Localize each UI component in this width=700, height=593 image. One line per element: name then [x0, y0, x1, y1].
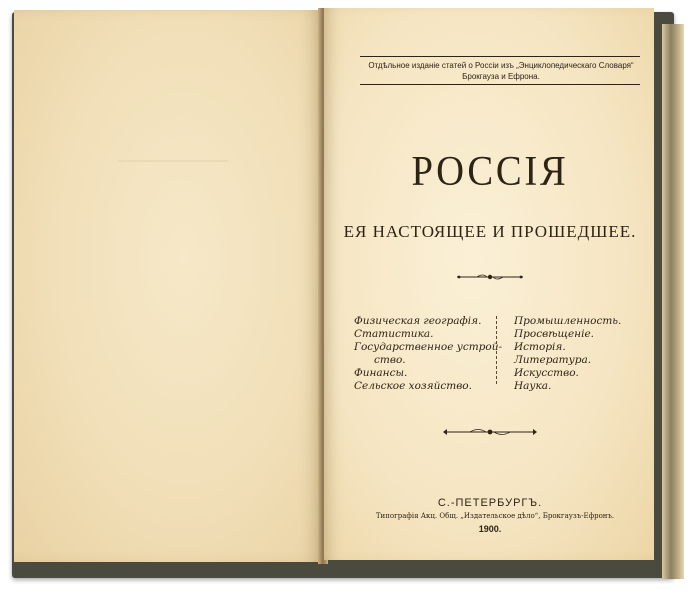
- page-edges: [662, 24, 684, 579]
- imprint-year: 1900.: [478, 524, 502, 534]
- contents-item: Литература.: [514, 354, 592, 366]
- edition-note-line-1: Отдѣльное изданіе статей о Россіи изъ „Энциклопедическаго Словаря“: [368, 61, 634, 70]
- contents-item: ство.: [374, 354, 406, 366]
- contents-column-divider: [496, 316, 497, 384]
- ornament-divider-bottom: [440, 426, 540, 438]
- imprint-city: С.-ПЕТЕРБУРГЪ.: [437, 497, 543, 509]
- contents-item: Просвѣщеніе.: [514, 328, 595, 340]
- header-rule-top: [360, 56, 640, 57]
- imprint-printer: Типографія Акц. Общ. „Издательское дѣло“, Брокгаузъ-Ефронъ.: [375, 512, 615, 520]
- bleed-through-mark: [118, 160, 228, 202]
- title-page: [324, 8, 654, 560]
- contents-left-column: [354, 315, 503, 393]
- contents-item: Государственное устрой-: [354, 341, 503, 353]
- contents-item: Исторія.: [514, 341, 566, 353]
- header-rule-bottom: [360, 84, 640, 85]
- left-page: [14, 10, 322, 562]
- contents-item: Финансы.: [354, 367, 408, 379]
- contents-item: Искусство.: [514, 367, 579, 379]
- edition-note-line-2: Брокгауза и Ефрона.: [462, 72, 540, 81]
- book-subtitle: ЕЯ НАСТОЯЩЕЕ И ПРОШЕДШЕЕ.: [343, 222, 637, 241]
- ornament-divider-top: [455, 272, 525, 282]
- contents-item: Физическая географія.: [354, 315, 482, 327]
- edition-note: [356, 60, 646, 82]
- contents-item: Статистика.: [354, 328, 434, 340]
- contents-item: Наука.: [514, 380, 552, 392]
- book-title: РОССІЯ: [411, 149, 569, 195]
- contents-item: Сельское хозяйство.: [354, 380, 472, 392]
- contents-item: Промышленность.: [514, 315, 622, 327]
- contents-right-column: [514, 315, 644, 393]
